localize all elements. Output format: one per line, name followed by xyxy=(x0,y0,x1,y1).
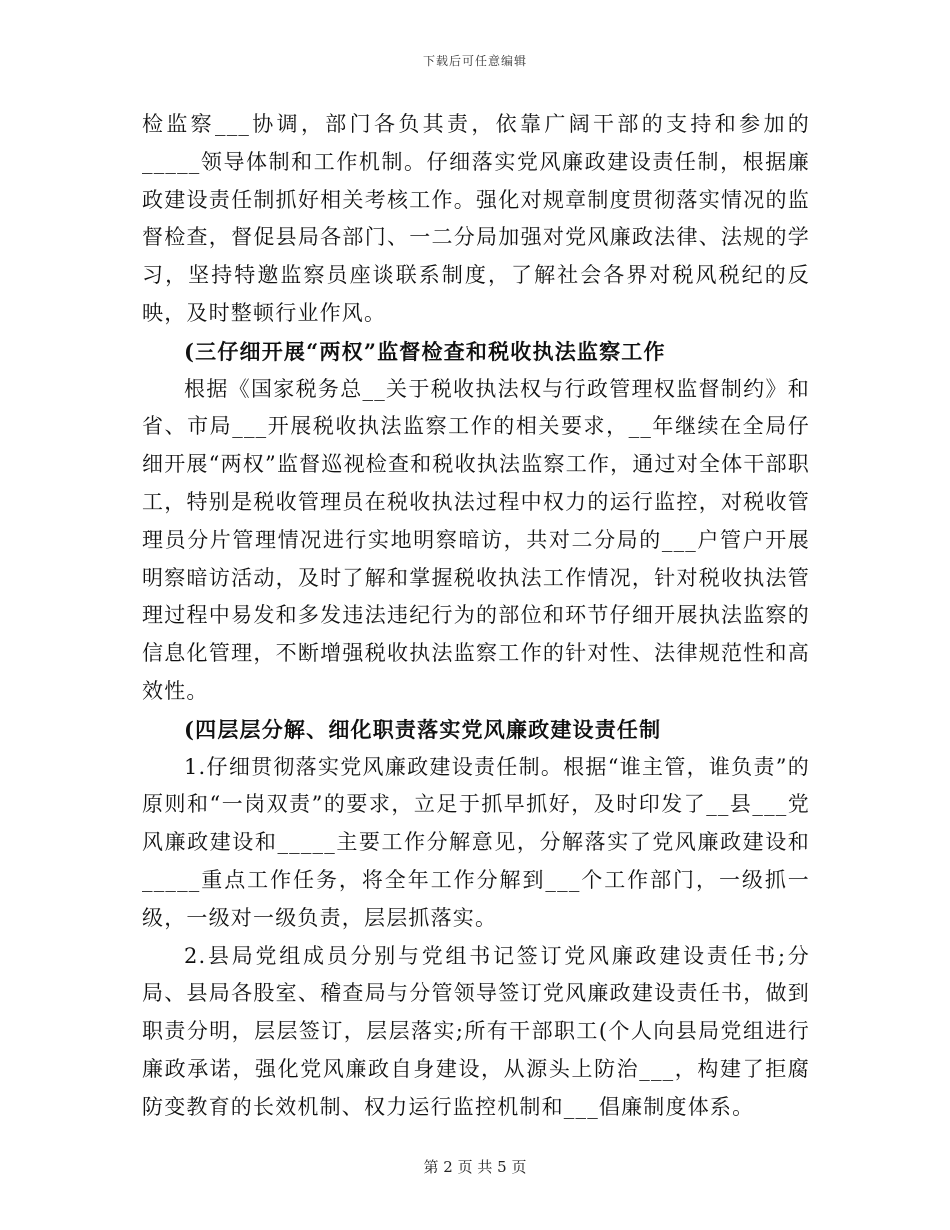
paragraph-continuation: 检监察___协调，部门各负其责，依靠广阔干部的支持和参加的_____领导体制和工作机制。仔细落实党风廉政建设责任制，根据廉政建设责任制抓好相关考核工作。强化对规章制度贯彻落实情况的监督检查，督促县局各部门、一二分局加强对党风廉政法律、法规的学习，坚持特邀监察员座谈联系制度，了解社会各界对税风税纪的反映，及时整顿行业作风。 xyxy=(142,112,810,325)
header-note: 下载后可任意编辑 xyxy=(422,54,527,68)
section-heading-3: (三仔细开展“两权”监督检查和税收执法监察工作 xyxy=(184,338,666,364)
paragraph-section-3: 根据《国家税务总__关于税收执法权与行政管理权监督制约》和省、市局___开展税收执法监察工作的相关要求，__年继续在全局仔细开展“两权”监督巡视检查和税收执法监察工作，通过对全体干部职工，特别是税收管理员在税收执法过程中权力的运行监控，对税收管理员分片管理情况进行实地明察暗访，共对二分局的___户管户开展明察暗访活动，及时了解和掌握税收执法工作情况，针对税收执法管理过程中易发和多发违法违纪行为的部位和环节仔细开展执法监察的信息化管理，不断增强税收执法监察工作的针对性、法律规范性和高效性。 xyxy=(142,376,810,703)
paragraph-item-2: 2.县局党组成员分别与党组书记签订党风廉政建设责任书;分局、县局各股室、稽查局与分管领导签订党风廉政建设责任书，做到职责分明，层层签订，层层落实;所有干部职工(个人向县局党组进行廉政承诺，强化党风廉政自身建设，从源头上防治___，构建了拒腐防变教育的长效机制、权力运行监控机制和___倡廉制度体系。 xyxy=(142,943,810,1119)
document-body xyxy=(142,106,810,1127)
section-heading-4: (四层层分解、细化职责落实党风廉政建设责任制 xyxy=(184,716,662,742)
page-number: 第 2 页 共 5 页 xyxy=(423,1158,527,1176)
paragraph-item-1: 1.仔细贯彻落实党风廉政建设责任制。根据“谁主管，谁负责”的原则和“一岗双责”的要求，立足于抓早抓好，及时印发了__县___党风廉政建设和_____主要工作分解意见，分解落实了党风廉政建设和_____重点工作任务，将全年工作分解到___个工作部门，一级抓一级，一级对一级负责，层层抓落实。 xyxy=(142,754,810,930)
